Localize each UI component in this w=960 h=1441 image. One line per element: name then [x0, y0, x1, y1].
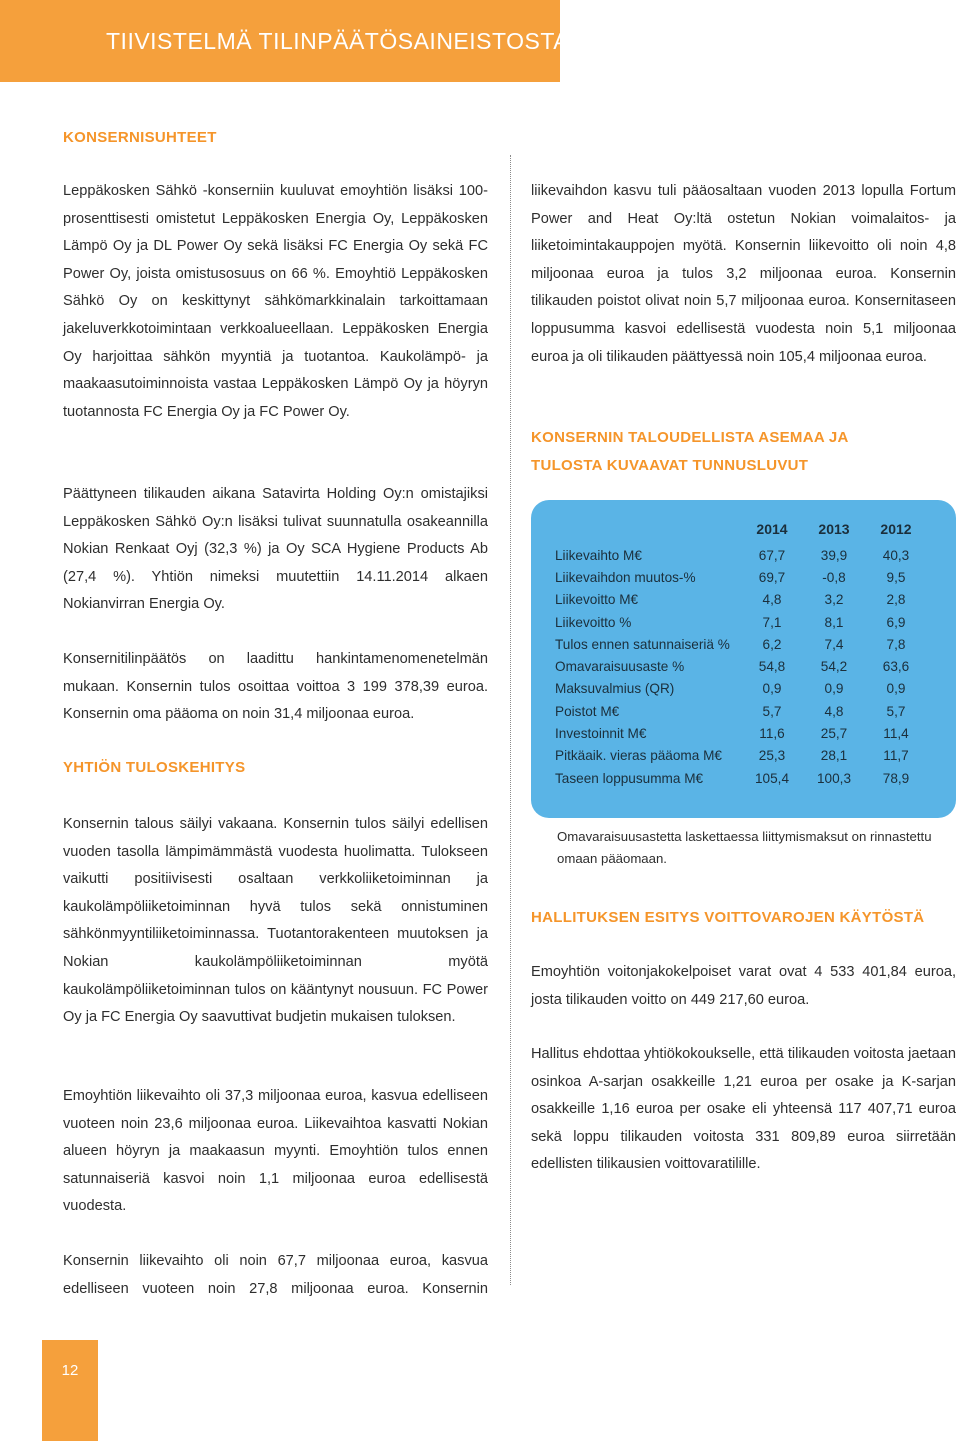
row-label: Pitkäaik. vieras pääoma M€ — [555, 748, 722, 764]
row-label: Taseen loppusumma M€ — [555, 770, 704, 786]
page-number: 12 — [61, 1362, 79, 1379]
table-cell: 4,8 — [762, 592, 782, 608]
table-cell: 25,7 — [820, 726, 848, 742]
table-cell: 2,8 — [886, 592, 906, 608]
tuloskehitys-body-3-cont — [531, 178, 956, 402]
heading-konsernisuhteet: KONSERNISUHTEET — [63, 129, 217, 146]
table-row — [555, 544, 927, 566]
hallitus-body-2 — [531, 1041, 956, 1179]
table-cell: 40,3 — [882, 547, 910, 563]
table-cell: 39,9 — [820, 547, 848, 563]
table-cell: 11,4 — [883, 726, 909, 742]
paragraph: liikevaihdon kasvu tuli pääosaltaan vuoden 2013 lopulla Fortum Power and Heat Oy:ltä ostetun Nokian voimalaitos- ja liiketoimintakauppojen myötä. Konsernin liikevoitto oli noin 4,8 miljoonaa euroa ja tulos 3,2 miljoonaa euroa. Konsernin tilikauden poistot olivat noin 5,7 miljoonaa euroa. Konsernitaseen loppusumma kasvoi edellisestä vuodesta noin 5,1 miljoonaa euroa ja oli tilikauden päättyessä noin 105,4 miljoonaa euroa. — [531, 183, 956, 365]
table-cell: 6,9 — [886, 614, 906, 630]
table-cell: 63,6 — [882, 659, 910, 675]
tuloskehitys-body-2 — [63, 1083, 488, 1221]
column-header: 2012 — [880, 521, 912, 537]
row-label: Poistot M€ — [555, 703, 620, 719]
key-figures-panel — [531, 500, 956, 818]
table-row — [555, 655, 927, 677]
header-band — [0, 0, 570, 82]
table-note: Omavaraisuusastetta laskettaessa liittymismaksut on rinnastettu omaan pääomaan. — [557, 829, 932, 866]
table-cell: 8,1 — [824, 614, 844, 630]
table-cell: 100,3 — [816, 770, 852, 786]
key-figures-table — [555, 518, 927, 789]
page-title: TIIVISTELMÄ TILINPÄÄTÖSAINEISTOSTA — [106, 28, 570, 54]
table-cell: 11,7 — [883, 748, 909, 764]
page-number-box — [42, 1340, 98, 1441]
table-cell: -0,8 — [822, 569, 846, 585]
table-row — [555, 767, 927, 789]
paragraph: Emoyhtiön liikevaihto oli 37,3 miljoonaa euroa, kasvua edelliseen vuoteen noin 23,6 miljoonaa euroa. Liikevaihtoa kasvatti Nokian alueen höyryn ja maakaasun myynti. Emoyhtiön tulos ennen satunnaiseriä kasvoi noin 1,1 miljoonaa euroa edellisestä vuodesta. — [63, 1088, 488, 1215]
table-cell: 9,5 — [886, 569, 906, 585]
tuloskehitys-body — [63, 811, 488, 1032]
heading-tuloskehitys: YHTIÖN TULOSKEHITYS — [63, 759, 246, 776]
tuloskehitys-body-3-start — [63, 1248, 488, 1304]
table-cell: 78,9 — [882, 770, 910, 786]
table-header-empty — [555, 518, 741, 544]
konsernisuhteet-body — [63, 178, 488, 426]
row-label: Maksuvalmius (QR) — [555, 681, 675, 697]
column-header: 2014 — [756, 521, 788, 537]
row-label: Omavaraisuusaste % — [555, 659, 685, 675]
paragraph: Konsernin talous säilyi vakaana. Konsernin tulos säilyi edellisen vuoden tasolla lämpimämmästä vuodesta huolimatta. Tulokseen vaikutti positiivisesti osaltaan verkkoliiketoiminnan ja kaukolämpöliiketoiminnan hyvä tulos sekä onnistuminen sähkönmyyntiliiketoiminnassa. Tuotantorakenteen muutoksen ja Nokian kaukolämpöliiketoiminnan myötä kaukolämpöliiketoiminnan tulos on kääntynyt nousuun. FC Power Oy ja FC Energia Oy saavuttivat budjetin mukaisen tuloksen. — [63, 816, 488, 1026]
row-label: Investoinnit M€ — [555, 726, 647, 742]
table-row — [555, 633, 927, 655]
table-cell: 3,2 — [824, 592, 844, 608]
table-cell: 54,8 — [758, 659, 786, 675]
row-label: Liikevaihto M€ — [555, 547, 642, 563]
table-cell: 5,7 — [762, 703, 782, 719]
row-label: Liikevaihdon muutos-% — [555, 569, 696, 585]
row-label: Tulos ennen satunnaiseriä % — [555, 636, 730, 652]
table-header-row — [555, 518, 927, 544]
table-row — [555, 589, 927, 611]
hallitus-body — [531, 959, 956, 1014]
row-label: Liikevoitto % — [555, 614, 632, 630]
table-row — [555, 700, 927, 722]
row-label: Liikevoitto M€ — [555, 592, 639, 608]
column-divider — [510, 155, 511, 1285]
paragraph: Päättyneen tilikauden aikana Satavirta Holding Oy:n omistajiksi Leppäkosken Sähkö Oy:n lisäksi tulivat suunnatulla osakeannilla Nokian Renkaat Oyj (32,3 %) ja Oy SCA Hygiene Products Ab (27,4 %). Yhtiön nimeksi muutettiin 14.11.2014 alkaen Nokianvirran Energia Oy. — [63, 486, 488, 613]
konsernisuhteet-body-2 — [63, 481, 488, 619]
table-cell: 105,4 — [754, 770, 790, 786]
table-cell: 11,6 — [759, 726, 785, 742]
table-cell: 7,8 — [886, 636, 906, 652]
table-cell: 7,1 — [762, 614, 782, 630]
table-row — [555, 722, 927, 744]
heading-tunnusluvut: KONSERNIN TALOUDELLISTA ASEMAA JA TULOSTA KUVAAVAT TUNNUSLUVUT — [531, 429, 849, 474]
table-cell: 0,9 — [824, 681, 844, 697]
table-cell: 28,1 — [820, 748, 848, 764]
paragraph: Emoyhtiön voitonjakokelpoiset varat ovat 4 533 401,84 euroa, josta tilikauden voitto on 449 217,60 euroa. — [531, 964, 956, 1008]
table-row — [555, 678, 927, 700]
table-cell: 0,9 — [762, 681, 782, 697]
column-header: 2013 — [818, 521, 850, 537]
paragraph: Konsernin liikevaihto oli noin 67,7 miljoonaa euroa, kasvua edelliseen vuoteen noin 27,8 miljoonaa euroa. Konsernin — [63, 1253, 488, 1297]
paragraph: Leppäkosken Sähkö -konserniin kuuluvat emoyhtiön lisäksi 100-prosenttisesti omistetut Leppäkosken Energia Oy, Leppäkosken Lämpö Oy ja DL Power Oy sekä lisäksi FC Energia Oy sekä FC Power Oy, joista omistusosuus on 66 %. Emoyhtiö Leppäkosken Sähkö Oy on keskittynyt sähkömarkkinalain tarkoittamaan jakeluverkkotoimintaan verkkoalueellaan. Leppäkosken Energia Oy harjoittaa sähkön myyntiä ja tuotantoa. Kaukolämpö- ja maakaasutoiminnoista vastaa Leppäkosken Lämpö Oy ja höyryn tuotannosta FC Energia Oy ja FC Power Oy. — [63, 183, 488, 420]
table-row — [555, 566, 927, 588]
table-cell: 69,7 — [758, 569, 786, 585]
konsernisuhteet-body-3 — [63, 646, 488, 729]
table-cell: 4,8 — [824, 703, 844, 719]
table-cell: 54,2 — [820, 659, 848, 675]
table-row — [555, 745, 927, 767]
heading-hallitus: HALLITUKSEN ESITYS VOITTOVAROJEN KÄYTÖSTÄ — [531, 909, 925, 926]
paragraph: Konsernitilinpäätös on laadittu hankintamenomenetelmän mukaan. Konsernin tulos osoittaa voittoa 3 199 378,39 euroa. Konsernin oma pääoma on noin 31,4 miljoonaa euroa. — [63, 651, 488, 723]
table-cell: 5,7 — [886, 703, 906, 719]
table-cell: 0,9 — [886, 681, 906, 697]
table-cell: 25,3 — [758, 748, 786, 764]
table-cell: 6,2 — [762, 636, 782, 652]
table-cell: 67,7 — [758, 547, 786, 563]
paragraph: Hallitus ehdottaa yhtiökokoukselle, että tilikauden voitosta jaetaan osinkoa A-sarjan osakkeille 1,21 euroa per osake ja K-sarjan osakkeille 1,16 euroa per osake eli yhteensä 117 407,71 euroa sekä loppu tilikauden voitosta 331 809,89 euroa siirretään edellisten tilikausien voittovaratilille. — [531, 1046, 956, 1173]
table-row — [555, 611, 927, 633]
table-cell: 7,4 — [824, 636, 844, 652]
table-body — [555, 544, 927, 789]
